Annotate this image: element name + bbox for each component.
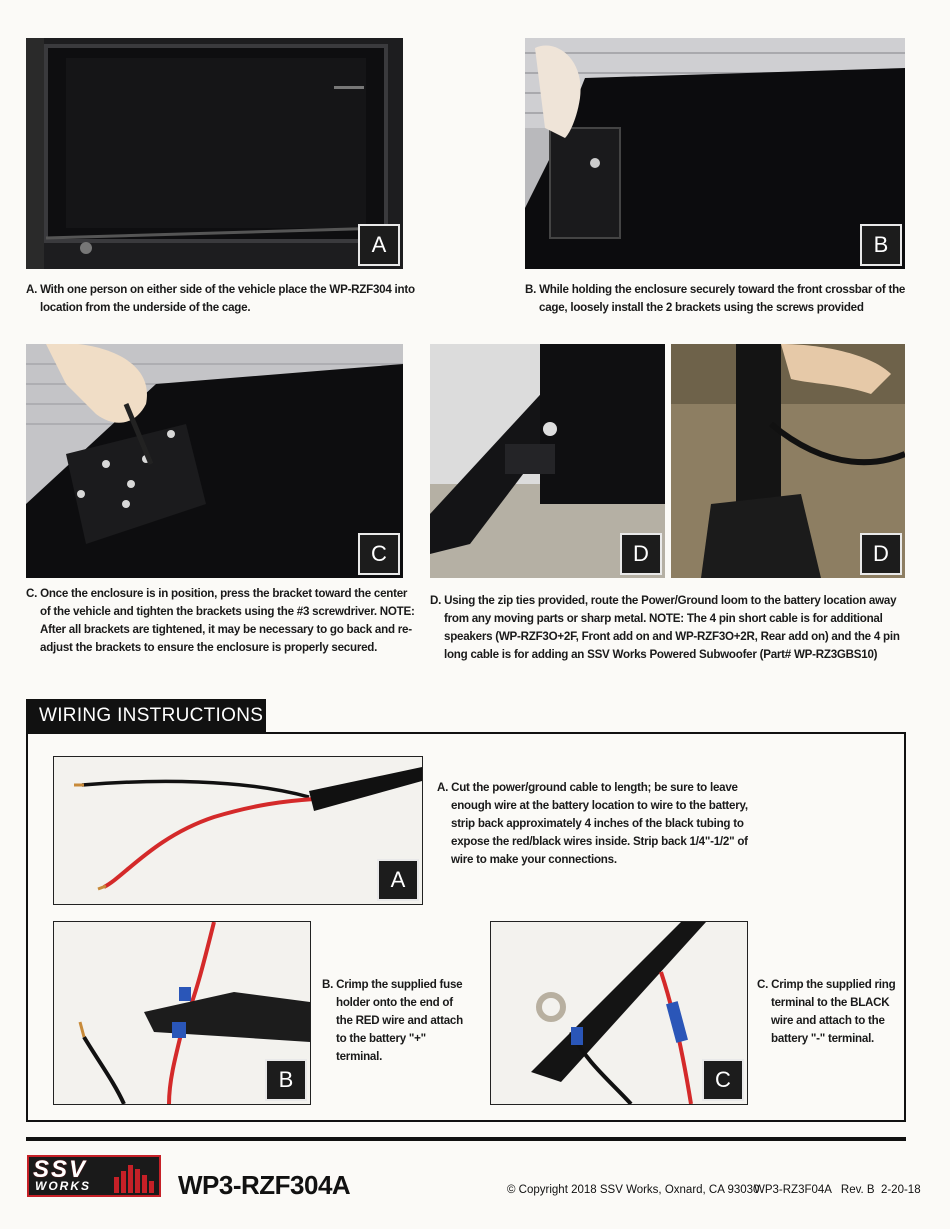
logo-text-top: SSV xyxy=(33,1156,88,1183)
footer-rule xyxy=(26,1137,906,1141)
photo-c-tag: C xyxy=(358,533,400,575)
photo-a-image xyxy=(26,38,403,269)
photo-c xyxy=(26,344,403,578)
part-number: WP3-RZF304A xyxy=(178,1170,351,1200)
photo-d2-tag: D xyxy=(860,533,902,575)
wiring-photo-a xyxy=(53,756,423,905)
wiring-text-b: B. Crimp the supplied fuse holder onto the end of the RED wire and attach to the battery "+" terminal. xyxy=(322,978,463,1063)
wiring-photo-a-image xyxy=(54,757,422,904)
copyright: © Copyright 2018 SSV Works, Oxnard, CA 93030 xyxy=(507,1184,760,1196)
photo-b-tag: B xyxy=(860,224,902,266)
photo-c-image xyxy=(26,344,403,578)
wiring-text-c: C. Crimp the supplied ring terminal to the BLACK wire and attach to the battery "-" terminal. xyxy=(757,978,896,1045)
photo-a xyxy=(26,38,403,269)
caption-d: D. Using the zip ties provided, route the Power/Ground loom to the battery location away from any moving parts or sharp metal. NOTE: The 4 pin short cable is for additional speakers (WP-RZF3O+2F, Front add on and WP-RZF3O+2R, Rear add on) and the 4 pin long cable is for adding an SSV Works Powered Subwoofer (Part# WP-RZ3GBS10) xyxy=(430,594,900,661)
photo-b-image xyxy=(525,38,905,269)
wiring-photo-b-tag: B xyxy=(265,1059,307,1101)
photo-d1 xyxy=(430,344,665,578)
caption-a: A. With one person on either side of the vehicle place the WP-RZF304 into location from the underside of the cage. xyxy=(26,283,415,314)
wiring-photo-b xyxy=(53,921,311,1105)
equalizer-icon xyxy=(114,1163,154,1193)
ssv-works-logo xyxy=(27,1155,161,1197)
revision: WP3-RZ3F04A Rev. B 2-20-18 xyxy=(754,1184,921,1196)
wiring-section-title: WIRING INSTRUCTIONS xyxy=(26,699,266,733)
photo-d2 xyxy=(671,344,905,578)
photo-d1-tag: D xyxy=(620,533,662,575)
photo-b xyxy=(525,38,905,269)
logo-text-bottom: WORKS xyxy=(35,1179,91,1193)
wiring-photo-c xyxy=(490,921,748,1105)
wiring-photo-c-tag: C xyxy=(702,1059,744,1101)
photo-a-tag: A xyxy=(358,224,400,266)
wiring-photo-a-tag: A xyxy=(377,859,419,901)
wiring-text-a: A. Cut the power/ground cable to length; be sure to leave enough wire at the battery location to wire to the battery, strip back approximately 4 inches of the black tubing to expose the red/black wires inside. Strip back 1/4"-1/2" of wire to make your connections. xyxy=(437,781,748,866)
caption-c: C. Once the enclosure is in position, press the bracket toward the center of the vehicle and tighten the brackets using the #3 screwdriver. NOTE: After all brackets are tightened, it may be necessary to go back and re-adjust the brackets to ensure the enclosure is properly secured. xyxy=(26,587,415,654)
caption-b: B. While holding the enclosure securely toward the front crossbar of the cage, loosely install the 2 brackets using the screws provided xyxy=(525,283,906,314)
